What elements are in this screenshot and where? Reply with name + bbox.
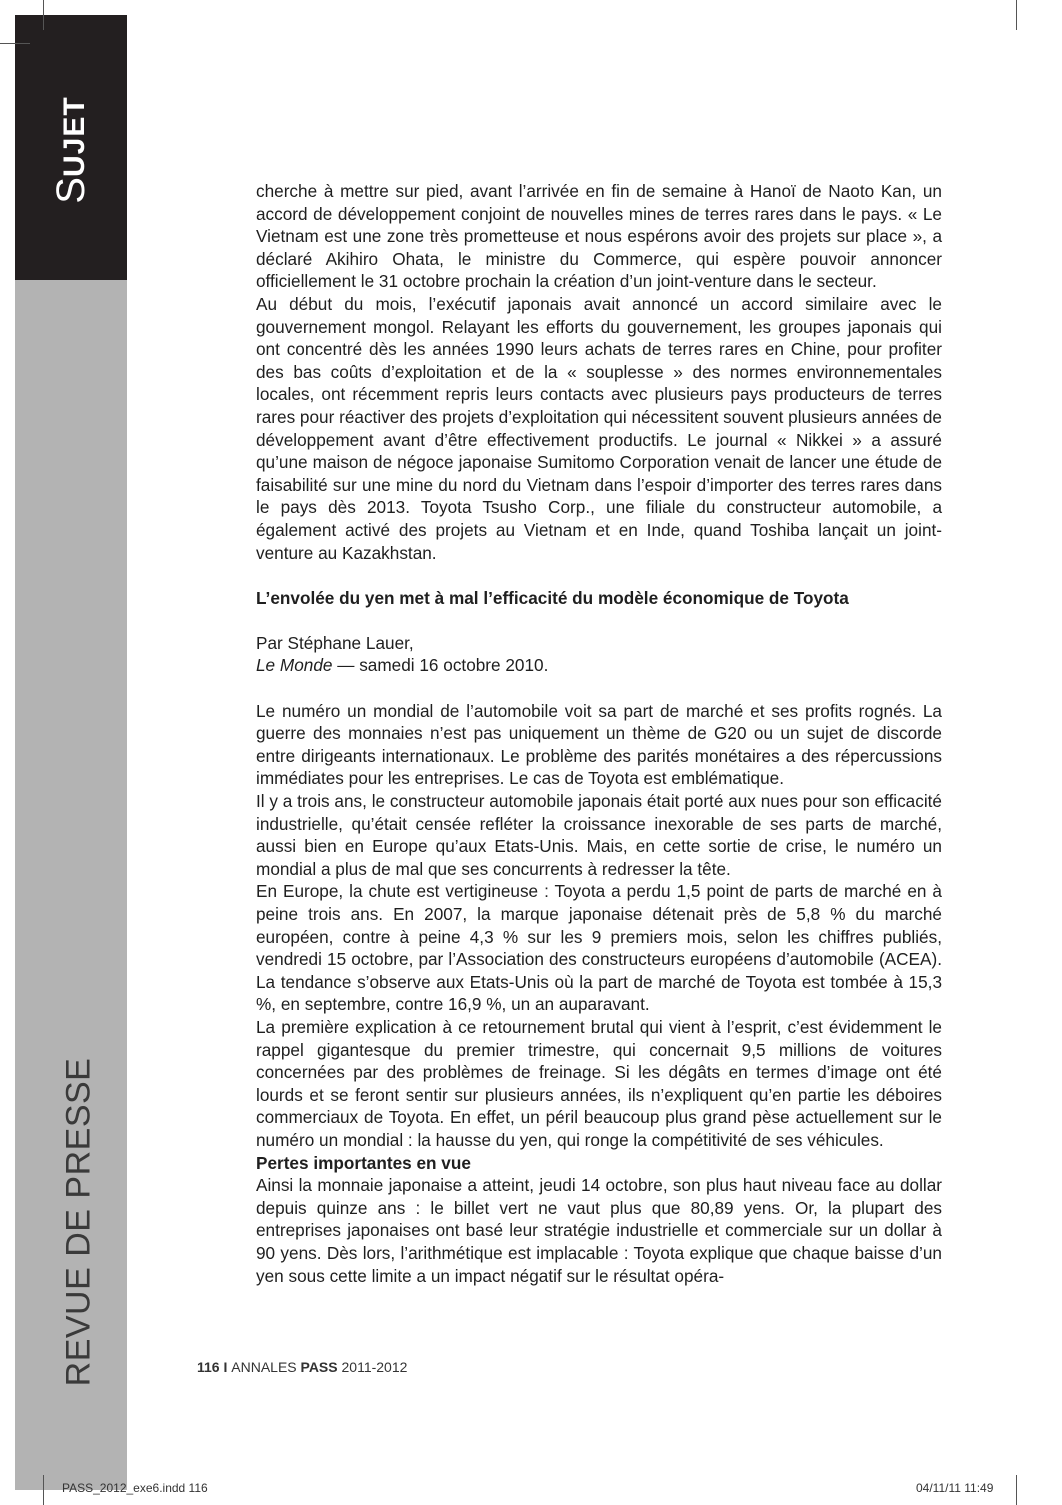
section-label-revue-de-presse: REVUE DE PRESSE (59, 1057, 98, 1387)
print-slug-file: PASS_2012_exe6.indd 116 (62, 1481, 208, 1495)
crop-mark (0, 43, 30, 44)
source-line (256, 654, 942, 677)
subheading: Pertes importantes en vue (256, 1152, 471, 1173)
footer-annales: ANNALES (231, 1359, 301, 1375)
source-date: — samedi 16 octobre 2010. (332, 655, 549, 676)
crop-mark (43, 0, 44, 30)
paragraph: Il y a trois ans, le constructeur automobile japonais était porté aux nues pour son efficacité industrielle, qu’était censée refléter la croissance inexorable de ses parts de marché, aussi bien en Europe qu’aux Etats-Unis. Mais, en cette sortie de crise, le numéro un mondial a plus de mal que ses concurrents à redresser la tête. (256, 791, 942, 879)
page-footer (197, 1359, 407, 1375)
paragraph: Le numéro un mondial de l’automobile voit sa part de marché et ses profits rognés. La guerre des monnaies n’est pas uniquement un thème de G20 ou un sujet de discorde entre dirigeants internationaux. Le problème des parités monétaires a des répercussions immédiates pour les entreprises. Le cas de Toyota est emblématique. (256, 700, 942, 789)
crop-mark (1016, 0, 1017, 30)
footer-separator: I (219, 1359, 232, 1375)
paragraph: En Europe, la chute est vertigineuse : Toyota a perdu 1,5 point de parts de marché en à peine trois ans. En 2007, la marque japonaise détenait près de 5,8 % du marché européen, contre à peine 4,3 % sur les 9 premiers mois, selon les chiffres publiés, vendredi 15 octobre, par l’Association des constructeurs européens d’automobile (ACEA). La tendance s’observe aux Etats-Unis où la part de marché de Toyota est tombée à 15,3 %, en septembre, contre 16,9 %, un an auparavant. (256, 881, 942, 1015)
paragraph: Ainsi la monnaie japonaise a atteint, jeudi 14 octobre, son plus haut niveau face au dollar depuis quinze ans : le billet vert ne vaut plus que 80,89 yens. Or, la plupart des entreprises japonaises ont basé leur stratégie industrielle et commerciale sur un dollar à 90 yens. Dès lors, l’arithmétique est implacable : Toyota explique que chaque baisse d’un yen sous cette limite a un impact négatif sur le résultat opéra- (256, 1175, 942, 1286)
article-headline: L’envolée du yen met à mal l’efficacité du modèle économique de Toyota (256, 587, 849, 608)
article-body (256, 180, 942, 1287)
page-number: 116 (197, 1359, 220, 1375)
crop-mark (1016, 1475, 1017, 1505)
paragraph: cherche à mettre sur pied, avant l’arrivée en fin de semaine à Hanoï de Naoto Kan, un accord de développement conjoint de nouvelles mines de terres rares dans le pays. « Le Vietnam est une zone très prometteuse et nous espérons avoir des projets sur place », a déclaré Akihiro Ohata, le ministre du Commerce, qui espère pouvoir annoncer officiellement le 31 octobre prochain la création d’un joint-venture dans le secteur. (256, 181, 942, 292)
source-name: Le Monde (256, 655, 333, 676)
footer-years: 2011-2012 (337, 1359, 408, 1375)
print-slug-timestamp: 04/11/11 11:49 (916, 1481, 994, 1495)
section-label-sujet: SUJET (49, 96, 93, 204)
footer-pass: PASS (300, 1359, 338, 1375)
byline: Par Stéphane Lauer, (256, 632, 414, 653)
paragraph: La première explication à ce retournement brutal qui vient à l’esprit, c’est évidemment le rappel gigantesque du premier trimestre, qui concernait 9,5 millions de voitures concernées par des problèmes de freinage. Si les dégâts en termes d’image ont été lourds et se feront sentir sur plusieurs années, ils n’expliquent qu’en partie les déboires commerciaux de Toyota. En effet, un péril beaucoup plus grand pèse actuellement sur le numéro un mondial : la hausse du yen, qui ronge la compétitivité de ses véhicules. (256, 1016, 942, 1150)
crop-mark (43, 1475, 44, 1505)
paragraph: Au début du mois, l’exécutif japonais avait annoncé un accord similaire avec le gouvernement mongol. Relayant les efforts du gouvernement, les groupes japonais qui ont concentré dès les années 1990 leurs achats de terres rares en Chine, pour profiter des bas coûts d’exploitation et de la « souplesse » des normes environnementales locales, ont récemment repris leurs contacts avec plusieurs pays producteurs de terres rares pour réactiver des projets d’exploitation qui nécessitent souvent plusieurs années de développement avant d’être effectivement productifs. Le journal « Nikkei » a assuré qu’une maison de négoce japonaise Sumitomo Corporation venait de lancer une étude de faisabilité sur une mine du nord du Vietnam dans l’espoir d’importer des terres rares dans le pays dès 2013. Toyota Tsusho Corp., une filiale du constructeur automobile, a également activé des projets au Vietnam et en Inde, quand Toshiba lançait un joint-venture au Kazakhstan. (256, 293, 942, 563)
